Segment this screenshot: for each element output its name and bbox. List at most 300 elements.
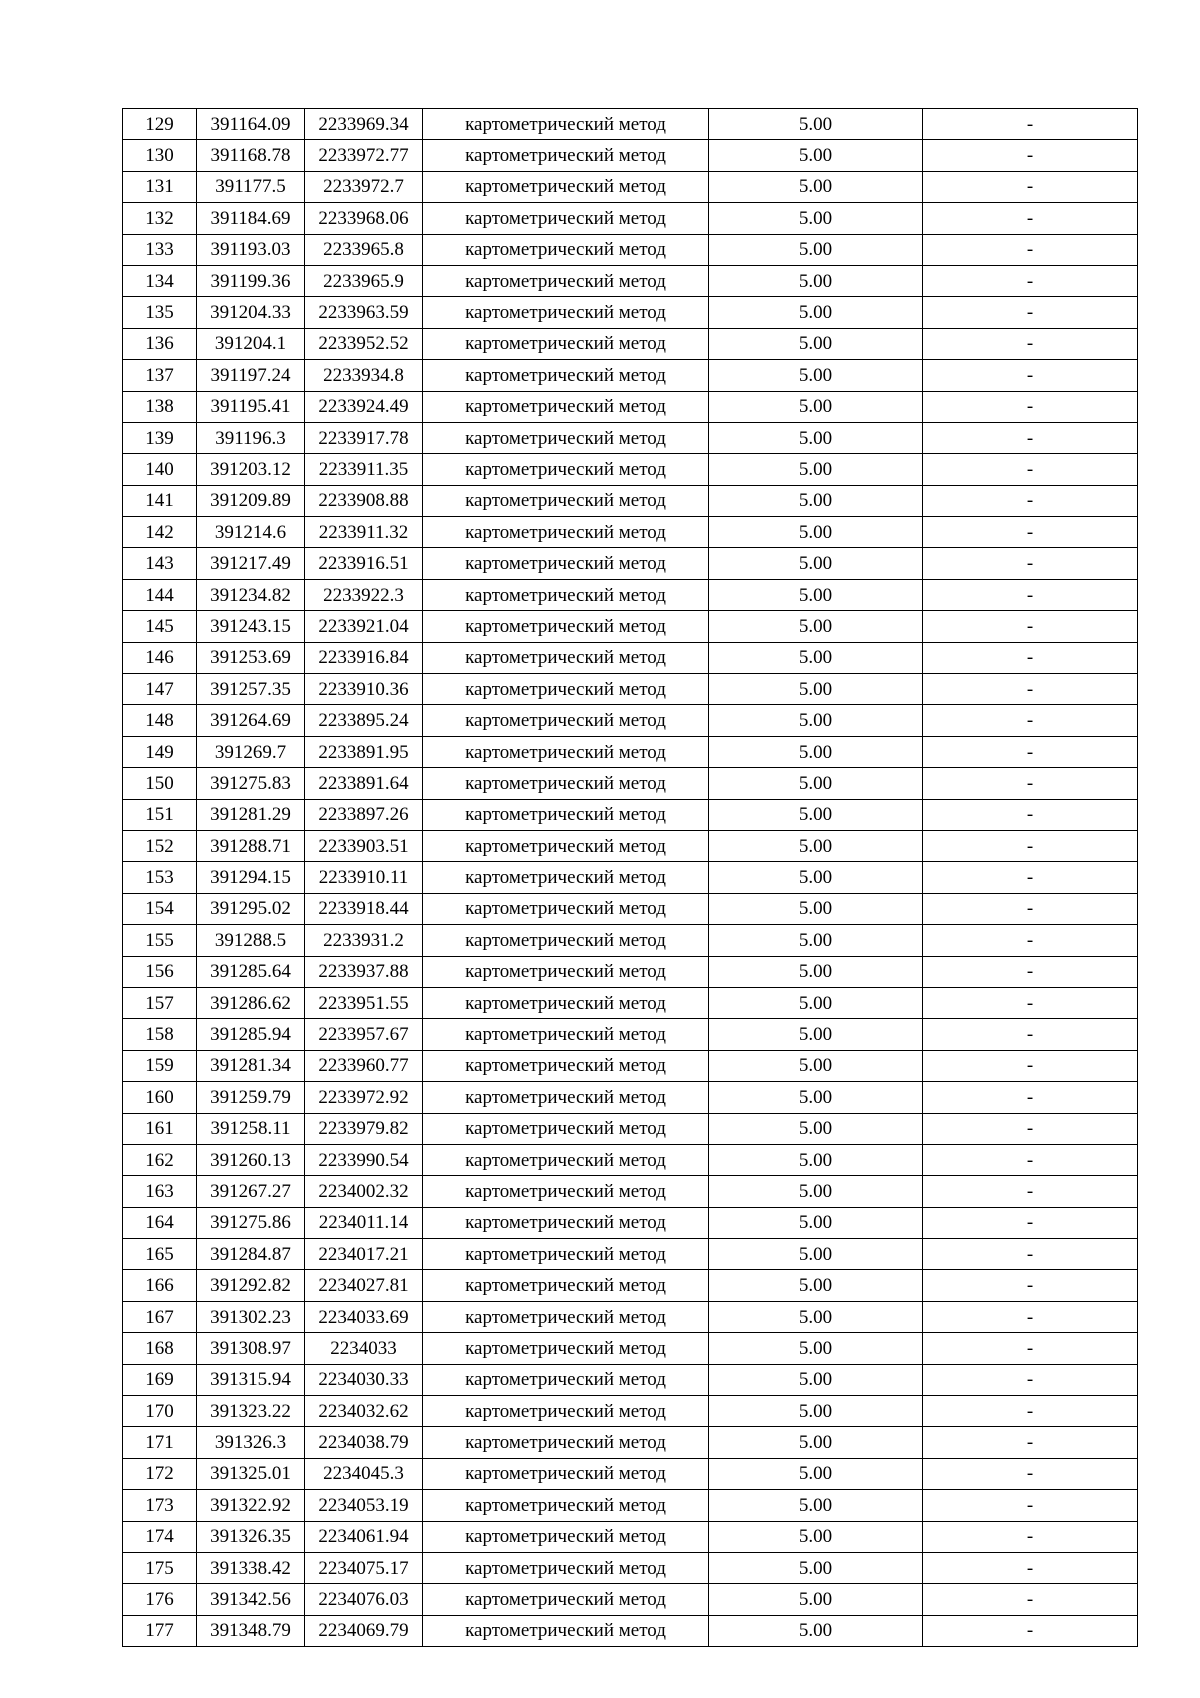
table-row (123, 1050, 1138, 1081)
y-coordinate-cell: 2233922.3 (305, 579, 423, 610)
note-cell: - (923, 1458, 1138, 1489)
x-coordinate-cell: 391177.5 (197, 171, 305, 202)
table-row (123, 1207, 1138, 1238)
accuracy-cell: 5.00 (709, 422, 923, 453)
method-cell: картометрический метод (423, 1364, 709, 1395)
accuracy-cell: 5.00 (709, 925, 923, 956)
method-cell: картометрический метод (423, 987, 709, 1018)
point-number-cell: 129 (123, 109, 197, 140)
y-coordinate-cell: 2233910.11 (305, 862, 423, 893)
y-coordinate-cell: 2233968.06 (305, 203, 423, 234)
y-coordinate-cell: 2233965.8 (305, 234, 423, 265)
table-row (123, 109, 1138, 140)
note-cell: - (923, 1552, 1138, 1583)
point-number-cell: 137 (123, 360, 197, 391)
x-coordinate-cell: 391214.6 (197, 517, 305, 548)
x-coordinate-cell: 391243.15 (197, 611, 305, 642)
table-row (123, 1270, 1138, 1301)
method-cell: картометрический метод (423, 1458, 709, 1489)
note-cell: - (923, 517, 1138, 548)
x-coordinate-cell: 391267.27 (197, 1176, 305, 1207)
point-number-cell: 143 (123, 548, 197, 579)
y-coordinate-cell: 2233916.84 (305, 642, 423, 673)
point-number-cell: 156 (123, 956, 197, 987)
x-coordinate-cell: 391326.3 (197, 1427, 305, 1458)
method-cell: картометрический метод (423, 893, 709, 924)
y-coordinate-cell: 2233979.82 (305, 1113, 423, 1144)
method-cell: картометрический метод (423, 1019, 709, 1050)
accuracy-cell: 5.00 (709, 1301, 923, 1332)
point-number-cell: 170 (123, 1396, 197, 1427)
x-coordinate-cell: 391315.94 (197, 1364, 305, 1395)
point-number-cell: 163 (123, 1176, 197, 1207)
note-cell: - (923, 109, 1138, 140)
note-cell: - (923, 391, 1138, 422)
accuracy-cell: 5.00 (709, 830, 923, 861)
x-coordinate-cell: 391264.69 (197, 705, 305, 736)
note-cell: - (923, 265, 1138, 296)
point-number-cell: 176 (123, 1584, 197, 1615)
point-number-cell: 131 (123, 171, 197, 202)
x-coordinate-cell: 391288.71 (197, 830, 305, 861)
method-cell: картометрический метод (423, 1301, 709, 1332)
accuracy-cell: 5.00 (709, 328, 923, 359)
note-cell: - (923, 1521, 1138, 1552)
x-coordinate-cell: 391204.33 (197, 297, 305, 328)
accuracy-cell: 5.00 (709, 1427, 923, 1458)
note-cell: - (923, 830, 1138, 861)
table-row (123, 265, 1138, 296)
accuracy-cell: 5.00 (709, 1364, 923, 1395)
y-coordinate-cell: 2234011.14 (305, 1207, 423, 1238)
note-cell: - (923, 1333, 1138, 1364)
method-cell: картометрический метод (423, 360, 709, 391)
x-coordinate-cell: 391308.97 (197, 1333, 305, 1364)
x-coordinate-cell: 391292.82 (197, 1270, 305, 1301)
method-cell: картометрический метод (423, 265, 709, 296)
x-coordinate-cell: 391253.69 (197, 642, 305, 673)
point-number-cell: 130 (123, 140, 197, 171)
table-row (123, 1552, 1138, 1583)
point-number-cell: 135 (123, 297, 197, 328)
accuracy-cell: 5.00 (709, 1584, 923, 1615)
method-cell: картометрический метод (423, 642, 709, 673)
method-cell: картометрический метод (423, 1050, 709, 1081)
note-cell: - (923, 862, 1138, 893)
y-coordinate-cell: 2233972.7 (305, 171, 423, 202)
accuracy-cell: 5.00 (709, 297, 923, 328)
y-coordinate-cell: 2233952.52 (305, 328, 423, 359)
table-row (123, 1176, 1138, 1207)
y-coordinate-cell: 2233895.24 (305, 705, 423, 736)
point-number-cell: 161 (123, 1113, 197, 1144)
table-row (123, 1333, 1138, 1364)
point-number-cell: 177 (123, 1615, 197, 1646)
accuracy-cell: 5.00 (709, 1270, 923, 1301)
y-coordinate-cell: 2233903.51 (305, 830, 423, 861)
document-page (122, 108, 1137, 1647)
accuracy-cell: 5.00 (709, 1113, 923, 1144)
x-coordinate-cell: 391275.83 (197, 768, 305, 799)
x-coordinate-cell: 391295.02 (197, 893, 305, 924)
note-cell: - (923, 674, 1138, 705)
method-cell: картометрический метод (423, 297, 709, 328)
accuracy-cell: 5.00 (709, 391, 923, 422)
table-row (123, 987, 1138, 1018)
table-row (123, 705, 1138, 736)
method-cell: картометрический метод (423, 1490, 709, 1521)
accuracy-cell: 5.00 (709, 1458, 923, 1489)
y-coordinate-cell: 2233965.9 (305, 265, 423, 296)
x-coordinate-cell: 391281.29 (197, 799, 305, 830)
point-number-cell: 140 (123, 454, 197, 485)
point-number-cell: 162 (123, 1144, 197, 1175)
x-coordinate-cell: 391168.78 (197, 140, 305, 171)
x-coordinate-cell: 391196.3 (197, 422, 305, 453)
point-number-cell: 158 (123, 1019, 197, 1050)
x-coordinate-cell: 391269.7 (197, 736, 305, 767)
note-cell: - (923, 328, 1138, 359)
accuracy-cell: 5.00 (709, 1552, 923, 1583)
point-number-cell: 142 (123, 517, 197, 548)
table-row (123, 1301, 1138, 1332)
note-cell: - (923, 1239, 1138, 1270)
method-cell: картометрический метод (423, 1552, 709, 1583)
table-row (123, 674, 1138, 705)
x-coordinate-cell: 391234.82 (197, 579, 305, 610)
x-coordinate-cell: 391325.01 (197, 1458, 305, 1489)
x-coordinate-cell: 391217.49 (197, 548, 305, 579)
x-coordinate-cell: 391302.23 (197, 1301, 305, 1332)
note-cell: - (923, 360, 1138, 391)
x-coordinate-cell: 391195.41 (197, 391, 305, 422)
point-number-cell: 148 (123, 705, 197, 736)
y-coordinate-cell: 2233918.44 (305, 893, 423, 924)
note-cell: - (923, 987, 1138, 1018)
method-cell: картометрический метод (423, 234, 709, 265)
point-number-cell: 151 (123, 799, 197, 830)
method-cell: картометрический метод (423, 1270, 709, 1301)
table-row (123, 1144, 1138, 1175)
x-coordinate-cell: 391259.79 (197, 1082, 305, 1113)
accuracy-cell: 5.00 (709, 1396, 923, 1427)
method-cell: картометрический метод (423, 171, 709, 202)
accuracy-cell: 5.00 (709, 203, 923, 234)
y-coordinate-cell: 2233972.92 (305, 1082, 423, 1113)
note-cell: - (923, 705, 1138, 736)
accuracy-cell: 5.00 (709, 517, 923, 548)
accuracy-cell: 5.00 (709, 454, 923, 485)
table-row (123, 1113, 1138, 1144)
y-coordinate-cell: 2233990.54 (305, 1144, 423, 1175)
method-cell: картометрический метод (423, 1113, 709, 1144)
y-coordinate-cell: 2233972.77 (305, 140, 423, 171)
accuracy-cell: 5.00 (709, 1176, 923, 1207)
method-cell: картометрический метод (423, 799, 709, 830)
accuracy-cell: 5.00 (709, 140, 923, 171)
y-coordinate-cell: 2233931.2 (305, 925, 423, 956)
note-cell: - (923, 893, 1138, 924)
table-row (123, 862, 1138, 893)
accuracy-cell: 5.00 (709, 1144, 923, 1175)
accuracy-cell: 5.00 (709, 674, 923, 705)
note-cell: - (923, 1427, 1138, 1458)
point-number-cell: 153 (123, 862, 197, 893)
y-coordinate-cell: 2234075.17 (305, 1552, 423, 1583)
method-cell: картометрический метод (423, 1239, 709, 1270)
point-number-cell: 155 (123, 925, 197, 956)
note-cell: - (923, 611, 1138, 642)
method-cell: картометрический метод (423, 1584, 709, 1615)
table-row (123, 1615, 1138, 1646)
x-coordinate-cell: 391284.87 (197, 1239, 305, 1270)
point-number-cell: 144 (123, 579, 197, 610)
point-number-cell: 165 (123, 1239, 197, 1270)
table-row (123, 234, 1138, 265)
table-row (123, 956, 1138, 987)
x-coordinate-cell: 391281.34 (197, 1050, 305, 1081)
method-cell: картометрический метод (423, 862, 709, 893)
y-coordinate-cell: 2234033.69 (305, 1301, 423, 1332)
point-number-cell: 164 (123, 1207, 197, 1238)
note-cell: - (923, 297, 1138, 328)
note-cell: - (923, 642, 1138, 673)
x-coordinate-cell: 391294.15 (197, 862, 305, 893)
table-row (123, 611, 1138, 642)
method-cell: картометрический метод (423, 1615, 709, 1646)
accuracy-cell: 5.00 (709, 862, 923, 893)
note-cell: - (923, 1490, 1138, 1521)
accuracy-cell: 5.00 (709, 1019, 923, 1050)
x-coordinate-cell: 391286.62 (197, 987, 305, 1018)
point-number-cell: 138 (123, 391, 197, 422)
x-coordinate-cell: 391348.79 (197, 1615, 305, 1646)
table-row (123, 1458, 1138, 1489)
point-number-cell: 152 (123, 830, 197, 861)
point-number-cell: 157 (123, 987, 197, 1018)
note-cell: - (923, 1584, 1138, 1615)
table-row (123, 328, 1138, 359)
y-coordinate-cell: 2233897.26 (305, 799, 423, 830)
y-coordinate-cell: 2234061.94 (305, 1521, 423, 1552)
x-coordinate-cell: 391204.1 (197, 328, 305, 359)
point-number-cell: 139 (123, 422, 197, 453)
method-cell: картометрический метод (423, 1207, 709, 1238)
table-row (123, 925, 1138, 956)
y-coordinate-cell: 2234045.3 (305, 1458, 423, 1489)
method-cell: картометрический метод (423, 925, 709, 956)
method-cell: картометрический метод (423, 1396, 709, 1427)
note-cell: - (923, 1270, 1138, 1301)
note-cell: - (923, 1176, 1138, 1207)
table-row (123, 579, 1138, 610)
y-coordinate-cell: 2233969.34 (305, 109, 423, 140)
y-coordinate-cell: 2233934.8 (305, 360, 423, 391)
x-coordinate-cell: 391257.35 (197, 674, 305, 705)
note-cell: - (923, 1396, 1138, 1427)
note-cell: - (923, 203, 1138, 234)
y-coordinate-cell: 2234053.19 (305, 1490, 423, 1521)
method-cell: картометрический метод (423, 1144, 709, 1175)
accuracy-cell: 5.00 (709, 1050, 923, 1081)
method-cell: картометрический метод (423, 1082, 709, 1113)
method-cell: картометрический метод (423, 1333, 709, 1364)
point-number-cell: 167 (123, 1301, 197, 1332)
x-coordinate-cell: 391285.64 (197, 956, 305, 987)
table-row (123, 1396, 1138, 1427)
point-number-cell: 169 (123, 1364, 197, 1395)
note-cell: - (923, 925, 1138, 956)
method-cell: картометрический метод (423, 548, 709, 579)
accuracy-cell: 5.00 (709, 360, 923, 391)
accuracy-cell: 5.00 (709, 1082, 923, 1113)
table-row (123, 1082, 1138, 1113)
accuracy-cell: 5.00 (709, 705, 923, 736)
point-number-cell: 146 (123, 642, 197, 673)
x-coordinate-cell: 391260.13 (197, 1144, 305, 1175)
x-coordinate-cell: 391322.92 (197, 1490, 305, 1521)
method-cell: картометрический метод (423, 328, 709, 359)
method-cell: картометрический метод (423, 1427, 709, 1458)
accuracy-cell: 5.00 (709, 1490, 923, 1521)
table-row (123, 360, 1138, 391)
method-cell: картометрический метод (423, 956, 709, 987)
point-number-cell: 136 (123, 328, 197, 359)
accuracy-cell: 5.00 (709, 1333, 923, 1364)
accuracy-cell: 5.00 (709, 1615, 923, 1646)
table-row (123, 1364, 1138, 1395)
x-coordinate-cell: 391338.42 (197, 1552, 305, 1583)
table-row (123, 768, 1138, 799)
note-cell: - (923, 1144, 1138, 1175)
accuracy-cell: 5.00 (709, 1239, 923, 1270)
point-number-cell: 171 (123, 1427, 197, 1458)
table-row (123, 454, 1138, 485)
accuracy-cell: 5.00 (709, 736, 923, 767)
method-cell: картометрический метод (423, 611, 709, 642)
table-row (123, 422, 1138, 453)
table-row (123, 297, 1138, 328)
method-cell: картометрический метод (423, 422, 709, 453)
point-number-cell: 166 (123, 1270, 197, 1301)
accuracy-cell: 5.00 (709, 109, 923, 140)
note-cell: - (923, 140, 1138, 171)
note-cell: - (923, 736, 1138, 767)
note-cell: - (923, 1207, 1138, 1238)
point-number-cell: 160 (123, 1082, 197, 1113)
accuracy-cell: 5.00 (709, 234, 923, 265)
method-cell: картометрический метод (423, 736, 709, 767)
x-coordinate-cell: 391323.22 (197, 1396, 305, 1427)
note-cell: - (923, 422, 1138, 453)
point-number-cell: 154 (123, 893, 197, 924)
method-cell: картометрический метод (423, 579, 709, 610)
y-coordinate-cell: 2234030.33 (305, 1364, 423, 1395)
table-row (123, 642, 1138, 673)
method-cell: картометрический метод (423, 203, 709, 234)
y-coordinate-cell: 2233917.78 (305, 422, 423, 453)
method-cell: картометрический метод (423, 830, 709, 861)
point-number-cell: 133 (123, 234, 197, 265)
note-cell: - (923, 1364, 1138, 1395)
method-cell: картометрический метод (423, 140, 709, 171)
x-coordinate-cell: 391193.03 (197, 234, 305, 265)
table-row (123, 1584, 1138, 1615)
method-cell: картометрический метод (423, 517, 709, 548)
note-cell: - (923, 1050, 1138, 1081)
x-coordinate-cell: 391258.11 (197, 1113, 305, 1144)
table-row (123, 1521, 1138, 1552)
y-coordinate-cell: 2233921.04 (305, 611, 423, 642)
table-row (123, 893, 1138, 924)
note-cell: - (923, 768, 1138, 799)
y-coordinate-cell: 2233916.51 (305, 548, 423, 579)
y-coordinate-cell: 2234038.79 (305, 1427, 423, 1458)
table-row (123, 1490, 1138, 1521)
y-coordinate-cell: 2233924.49 (305, 391, 423, 422)
note-cell: - (923, 485, 1138, 516)
y-coordinate-cell: 2233951.55 (305, 987, 423, 1018)
table-row (123, 485, 1138, 516)
accuracy-cell: 5.00 (709, 171, 923, 202)
accuracy-cell: 5.00 (709, 642, 923, 673)
x-coordinate-cell: 391184.69 (197, 203, 305, 234)
coordinates-table-body (123, 109, 1138, 1647)
note-cell: - (923, 171, 1138, 202)
method-cell: картометрический метод (423, 674, 709, 705)
method-cell: картометрический метод (423, 1176, 709, 1207)
y-coordinate-cell: 2233891.95 (305, 736, 423, 767)
table-row (123, 203, 1138, 234)
x-coordinate-cell: 391203.12 (197, 454, 305, 485)
x-coordinate-cell: 391326.35 (197, 1521, 305, 1552)
note-cell: - (923, 1019, 1138, 1050)
note-cell: - (923, 454, 1138, 485)
table-row (123, 1019, 1138, 1050)
y-coordinate-cell: 2233911.35 (305, 454, 423, 485)
x-coordinate-cell: 391197.24 (197, 360, 305, 391)
point-number-cell: 149 (123, 736, 197, 767)
y-coordinate-cell: 2234076.03 (305, 1584, 423, 1615)
table-row (123, 171, 1138, 202)
accuracy-cell: 5.00 (709, 799, 923, 830)
y-coordinate-cell: 2233937.88 (305, 956, 423, 987)
note-cell: - (923, 1113, 1138, 1144)
method-cell: картометрический метод (423, 485, 709, 516)
table-row (123, 391, 1138, 422)
accuracy-cell: 5.00 (709, 611, 923, 642)
point-number-cell: 172 (123, 1458, 197, 1489)
note-cell: - (923, 956, 1138, 987)
y-coordinate-cell: 2234027.81 (305, 1270, 423, 1301)
y-coordinate-cell: 2234002.32 (305, 1176, 423, 1207)
accuracy-cell: 5.00 (709, 956, 923, 987)
y-coordinate-cell: 2233910.36 (305, 674, 423, 705)
y-coordinate-cell: 2234069.79 (305, 1615, 423, 1646)
note-cell: - (923, 1082, 1138, 1113)
x-coordinate-cell: 391275.86 (197, 1207, 305, 1238)
method-cell: картометрический метод (423, 454, 709, 485)
x-coordinate-cell: 391209.89 (197, 485, 305, 516)
table-row (123, 548, 1138, 579)
method-cell: картометрический метод (423, 768, 709, 799)
x-coordinate-cell: 391285.94 (197, 1019, 305, 1050)
accuracy-cell: 5.00 (709, 579, 923, 610)
point-number-cell: 173 (123, 1490, 197, 1521)
note-cell: - (923, 579, 1138, 610)
accuracy-cell: 5.00 (709, 1521, 923, 1552)
method-cell: картометрический метод (423, 391, 709, 422)
